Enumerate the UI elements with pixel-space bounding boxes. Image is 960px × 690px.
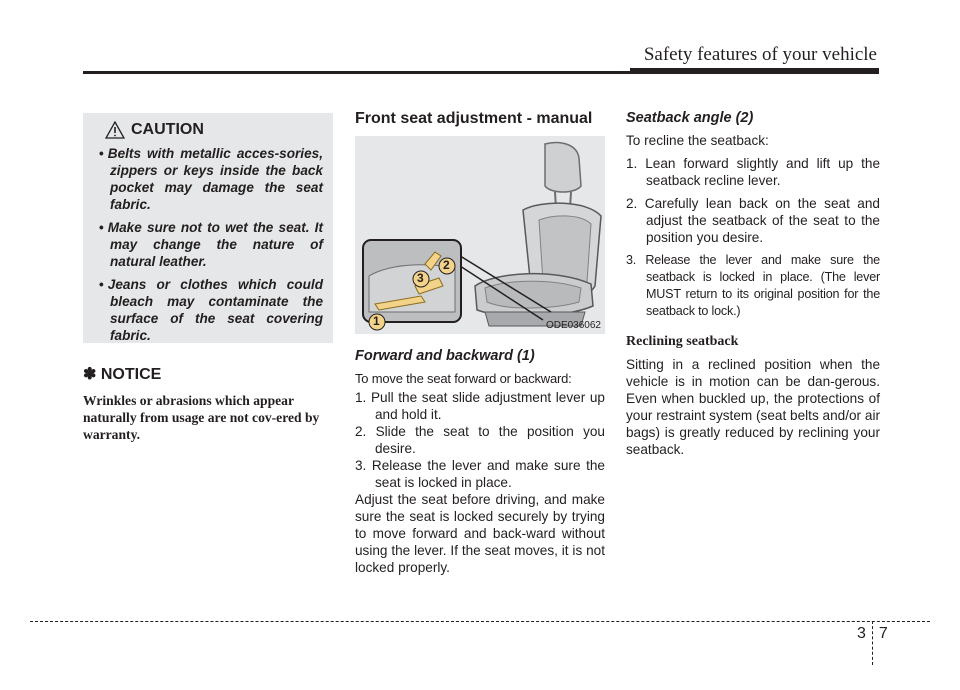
step-item: 3. Release the lever and make sure the seat is locked in place. bbox=[355, 458, 605, 490]
subsection-title: Reclining seatback bbox=[626, 334, 739, 349]
seat-illustration bbox=[355, 136, 605, 334]
footer-rule bbox=[30, 621, 930, 622]
subsection-title: Seatback angle (2) bbox=[626, 110, 754, 126]
caution-header bbox=[105, 121, 323, 139]
page-number-separator bbox=[872, 621, 873, 665]
caution-box bbox=[83, 113, 333, 343]
step-item: 1. Pull the seat slide adjustment lever up and hold it. bbox=[355, 390, 605, 422]
chapter-number: 3 bbox=[857, 625, 866, 642]
step-item: 3. Release the lever and make sure the seatback is locked in place. (The lever MUST return to its original position for the seatback to lock.) bbox=[626, 253, 880, 318]
steps-list bbox=[626, 155, 880, 320]
caution-list bbox=[93, 145, 323, 344]
page-number bbox=[857, 625, 888, 669]
figure-caption: ODE036062 bbox=[545, 320, 601, 331]
front-seat-section bbox=[355, 110, 605, 576]
caution-item: • Jeans or clothes which could bleach may contaminate the surface of the seat covering fabric. bbox=[93, 276, 323, 344]
seatback-section bbox=[626, 110, 880, 458]
notice-title: ✽ NOTICE bbox=[83, 366, 162, 383]
intro-text: To recline the seatback: bbox=[626, 133, 769, 148]
caution-title: CAUTION bbox=[131, 121, 204, 138]
caution-item: • Make sure not to wet the seat. It may change the nature of natural leather. bbox=[93, 219, 323, 270]
warning-triangle-icon bbox=[105, 121, 125, 139]
step-item: 2. Slide the seat to the position you desire. bbox=[355, 424, 605, 456]
section-title: Front seat adjustment - manual bbox=[355, 110, 593, 127]
header-rule-accent bbox=[630, 68, 879, 74]
callout-label-1: 1 bbox=[373, 314, 380, 328]
page-number-value: 7 bbox=[878, 625, 888, 642]
page-header-title: Safety features of your vehicle bbox=[643, 44, 877, 65]
subsection-title: Forward and backward (1) bbox=[355, 348, 535, 364]
notice-body: Wrinkles or abrasions which appear naturally from usage are not cov-ered by warranty. bbox=[83, 393, 320, 442]
step-item: 2. Carefully lean back on the seat and adjust the seatback of the seat to the position you desire. bbox=[626, 196, 880, 245]
body-text: Adjust the seat before driving, and make sure the seat is locked securely by trying to move forward and back-ward without using the lever. If the seat moves, it is not locked properly. bbox=[355, 492, 605, 575]
steps-list bbox=[355, 389, 605, 491]
callout-label-2: 2 bbox=[443, 258, 450, 272]
caution-item: • Belts with metallic acces-sories, zippers or keys inside the back pocket may damage the seat fabric. bbox=[93, 145, 323, 213]
seat-figure bbox=[355, 136, 605, 334]
body-text: Sitting in a reclined position when the vehicle is in motion can be dan-gerous. Even when buckled up, the protections of your restraint system (seat belts and/or air bags) is greatly reduced by reclining your seatback. bbox=[626, 357, 880, 457]
intro-text: To move the seat forward or backward: bbox=[355, 371, 572, 386]
callout-label-3: 3 bbox=[417, 271, 424, 285]
step-item: 1. Lean forward slightly and lift up the seatback recline lever. bbox=[626, 156, 880, 188]
